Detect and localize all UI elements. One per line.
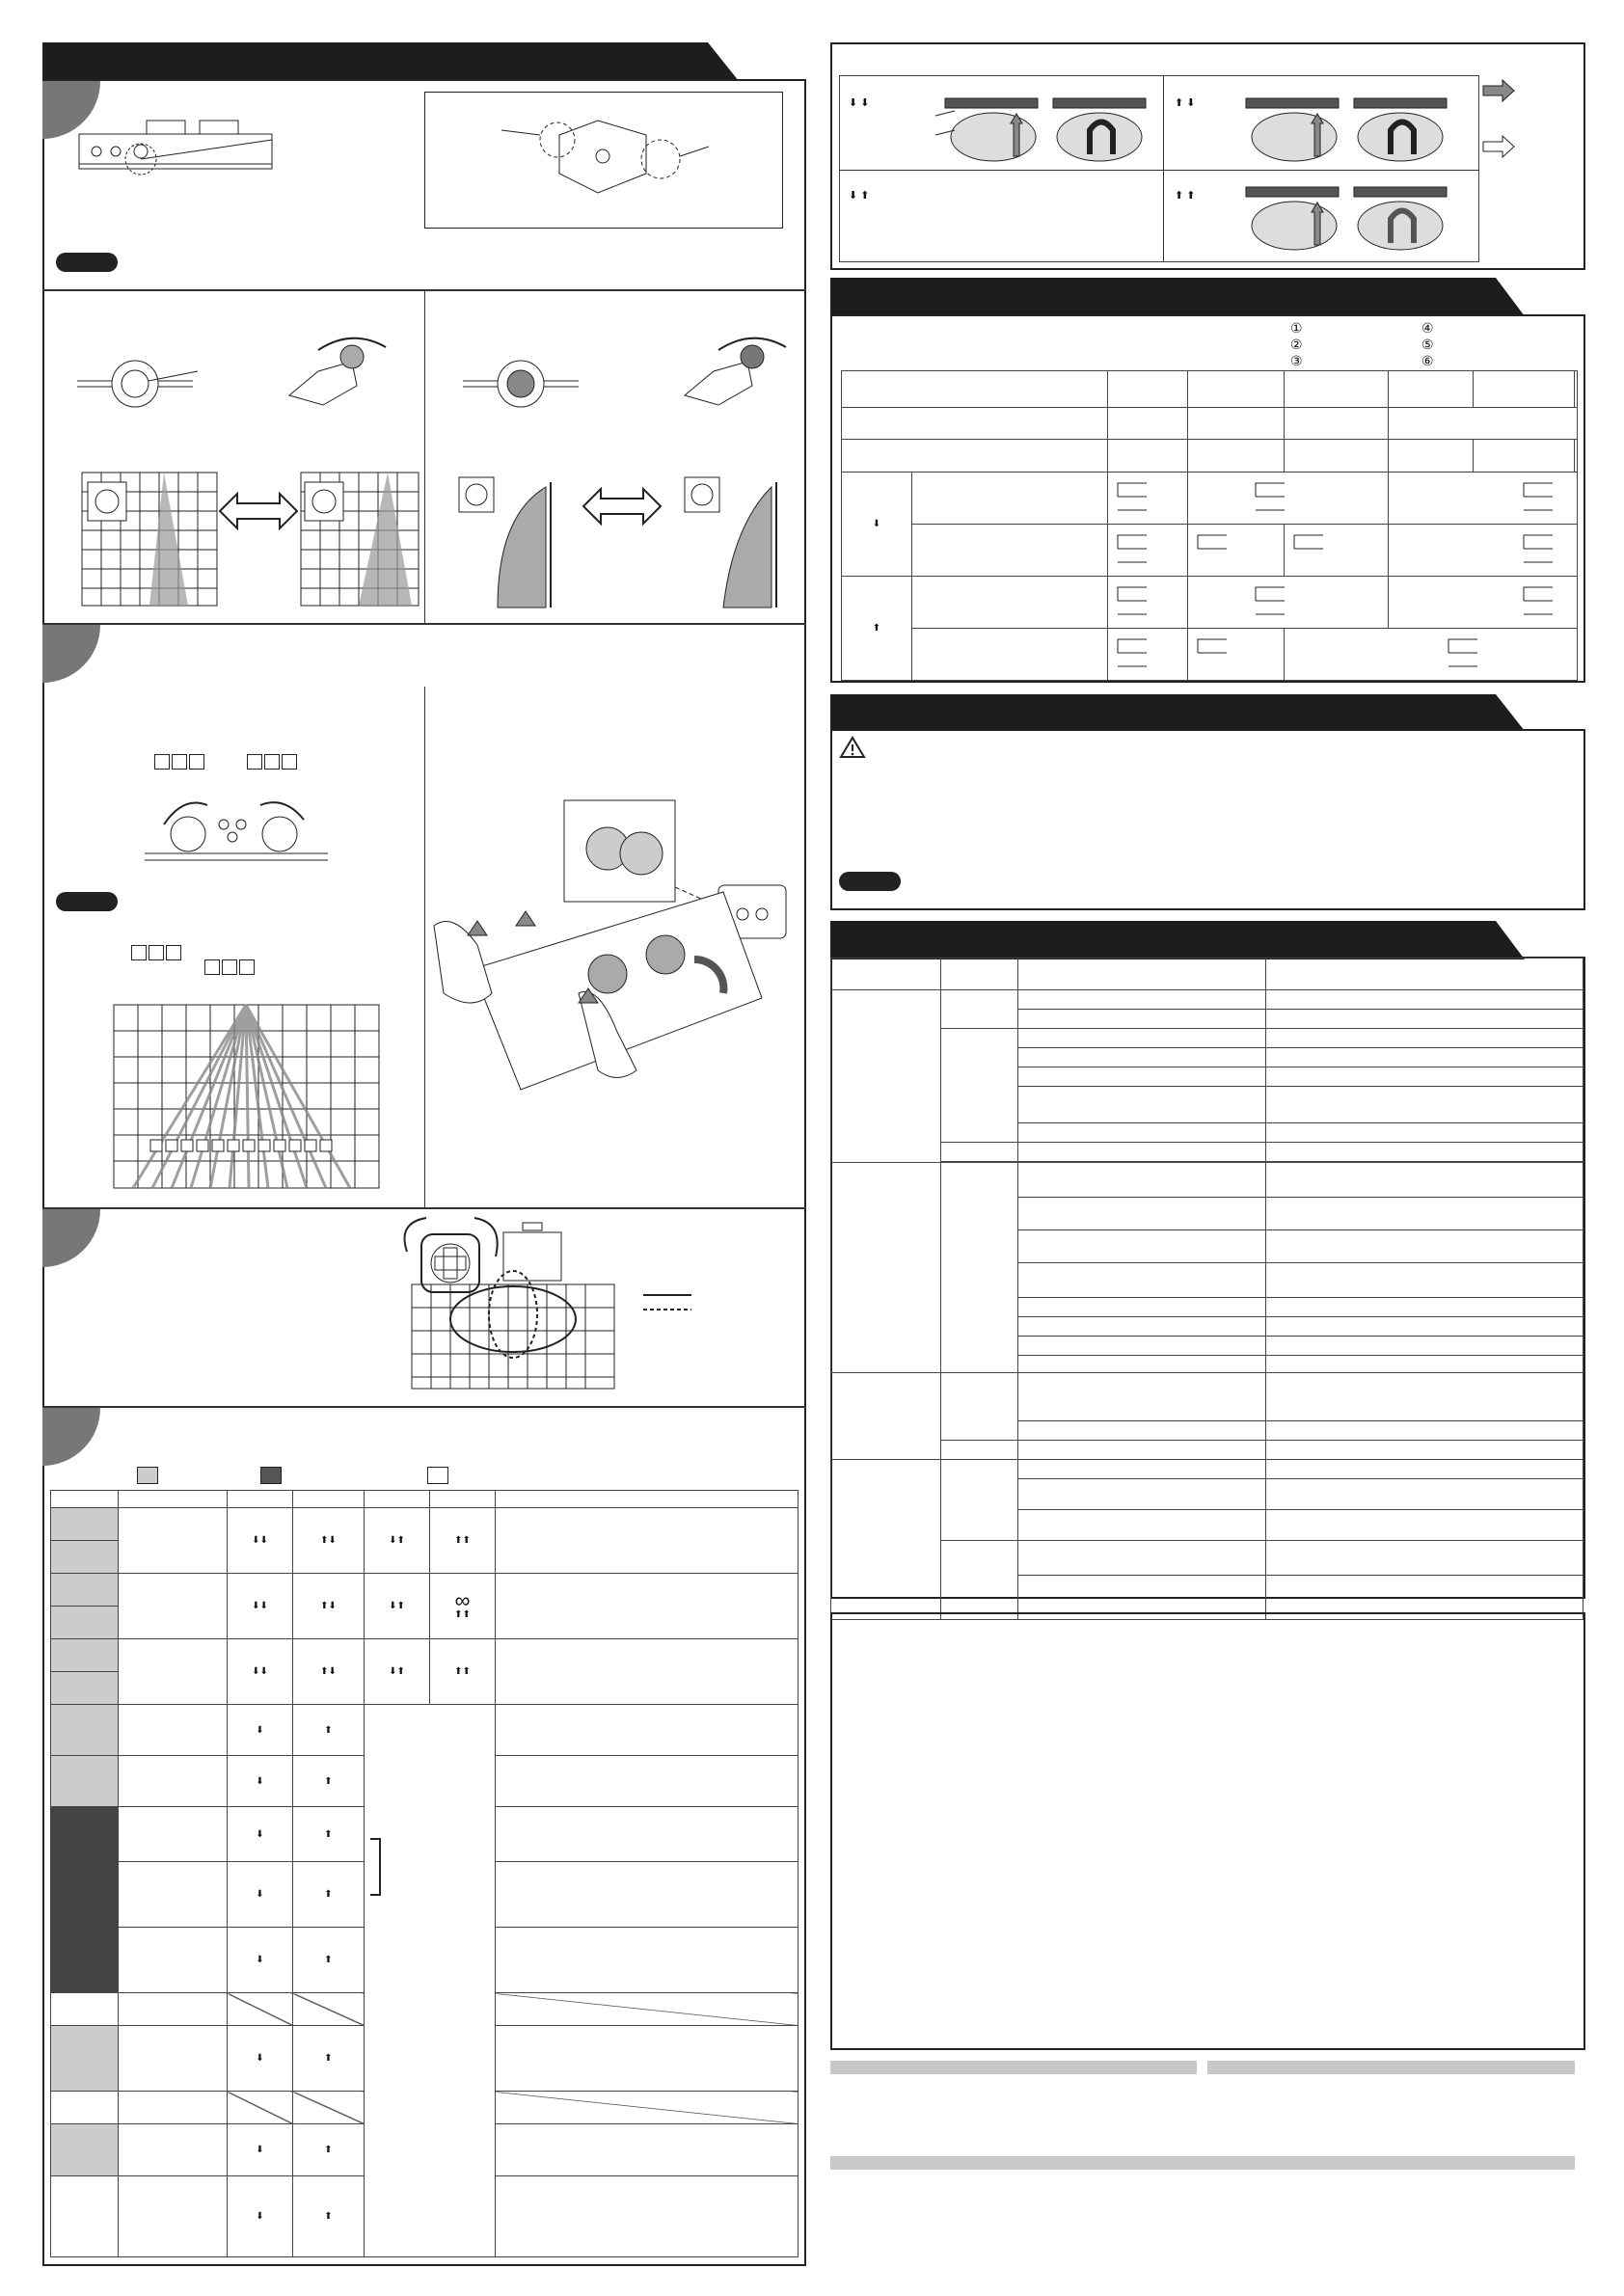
note-pill-2 — [56, 892, 118, 911]
note-pill-1 — [56, 253, 118, 272]
relay-contact — [1108, 473, 1188, 525]
divider-2-vertical — [424, 289, 425, 624]
infinity-symbol: ∞ — [454, 1588, 471, 1612]
arrow-outline-icon — [1483, 136, 1516, 157]
double-arrow-left — [220, 492, 297, 530]
operation-mode-vline — [1163, 75, 1164, 262]
angle-grid-left-b — [301, 473, 419, 606]
lens-knob-figure-right — [463, 352, 588, 410]
dual-lens-adjust-figure — [145, 781, 328, 868]
right-header-bar-b — [830, 278, 1525, 316]
dip-switch-table: ⬇⬇ ⬆⬇ ⬇⬆ ⬆⬆ ⬇⬇ ⬆⬇ ⬇⬆ ∞ ⬆⬆ ⬇⬇ ⬆⬇ ⬇⬆ ⬆⬆ ⬇ ⬆ ⬇ ⬆ ⬇ ⬆ ⬇ ⬆ ⬇ ⬆ ⬇ ⬆ ⬇ ⬆ ⬇ ⬆ — [50, 1490, 798, 2257]
terminal-5: ⑤ — [1421, 337, 1434, 352]
bracket-mark — [368, 1837, 386, 1897]
side-beam-figure-b — [685, 477, 791, 608]
sensor-figure-c — [1246, 185, 1458, 253]
divider-4 — [42, 1207, 806, 1209]
lens-knob-figure-left — [77, 352, 203, 410]
double-arrow-right — [583, 487, 661, 526]
angle-grid-left-a — [82, 473, 217, 606]
switch-icon-b: ⬆ ⬇ — [1175, 97, 1196, 109]
sensor-figure-b — [1246, 96, 1458, 164]
terminal-2: ② — [1290, 337, 1303, 352]
terminal-4: ④ — [1421, 320, 1434, 336]
terminal-1: ① — [1290, 320, 1303, 336]
switch-dd: ⬇⬇ — [228, 1508, 293, 1574]
operation-mode-hline — [839, 170, 1479, 171]
right-header-bar-c — [830, 694, 1525, 731]
switch-icon-a: ⬇ ⬇ — [849, 97, 870, 109]
switch-icon-c: ⬇ ⬆ — [849, 190, 870, 202]
side-beam-figure-a — [459, 477, 565, 608]
arrow-filled-icon — [1483, 80, 1516, 101]
range-adjust-figure — [388, 1223, 706, 1396]
legend-swatch-light — [137, 1467, 163, 1484]
right-header-bar-d — [830, 921, 1525, 959]
unit-front-figure — [79, 111, 291, 178]
terminal-6: ⑥ — [1421, 353, 1434, 368]
troubleshooting-table — [830, 958, 1583, 1620]
footer-bar-left — [830, 2061, 1197, 2074]
divider-5 — [42, 1406, 806, 1408]
switch-icon-d: ⬆ ⬆ — [1175, 190, 1196, 202]
specifications-box — [830, 1612, 1585, 2050]
rotate-lens-figure-left — [280, 333, 395, 410]
detection-pattern-grid — [114, 1005, 379, 1188]
setting-boxes-c — [131, 945, 183, 965]
legend-swatch-white — [427, 1467, 453, 1484]
caution-box — [830, 729, 1585, 910]
sensor-figure-a — [945, 96, 1157, 164]
setting-boxes-a — [154, 754, 206, 774]
divider-3-vertical — [424, 687, 425, 1207]
relay-output-table: ⬇ ⬆ — [841, 370, 1578, 681]
lens-unit-figure — [501, 106, 714, 212]
setting-boxes-d — [204, 959, 257, 980]
setting-boxes-b — [247, 754, 299, 774]
footer-bar-right — [1207, 2061, 1575, 2074]
note-pill-3 — [839, 872, 901, 891]
legend-swatch-dark — [260, 1467, 286, 1484]
rotate-lens-figure-right — [675, 333, 791, 410]
warning-triangle-icon — [839, 736, 866, 759]
footer-bar-bottom — [830, 2156, 1575, 2170]
divider-3 — [42, 623, 806, 625]
lens-replacement-figure — [434, 800, 800, 1128]
terminal-3: ③ — [1290, 353, 1303, 368]
left-header-bar — [42, 42, 739, 81]
